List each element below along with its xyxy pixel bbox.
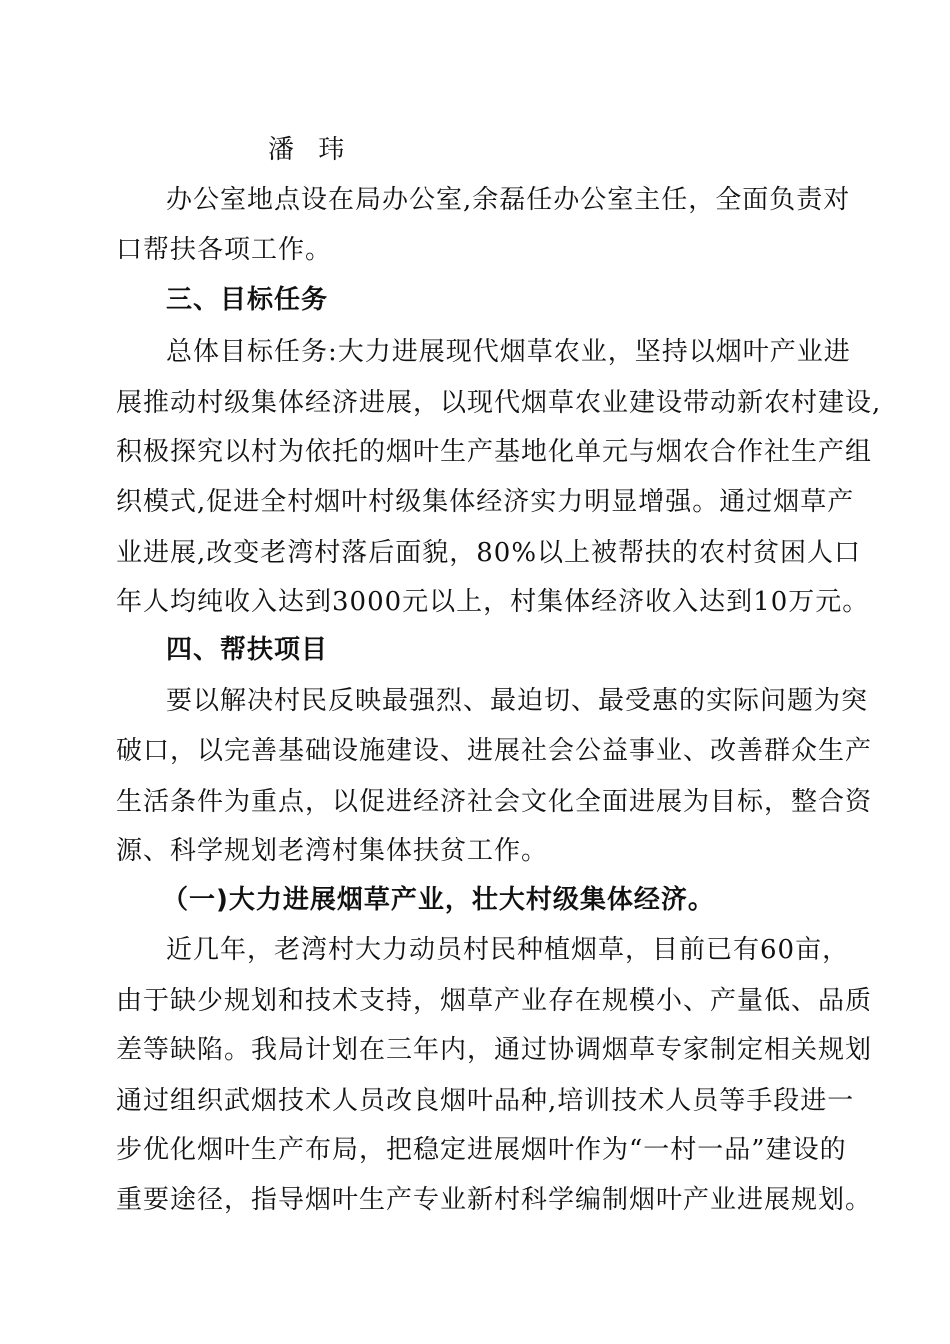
- paragraph-line: 总体目标任务:大力进展现代烟草农业，坚持以烟叶产业进: [166, 337, 851, 367]
- paragraph-line: 年人均纯收入达到3000元以上，村集体经济收入达到10万元。: [116, 587, 870, 617]
- paragraph-line: 近几年，老湾村大力动员村民种植烟草，目前已有60亩，: [166, 935, 850, 965]
- paragraph-line: 源、科学规划老湾村集体扶贫工作。: [116, 836, 549, 866]
- paragraph-line: 重要途径，指导烟叶生产专业新村科学编制烟叶产业进展规划。: [116, 1185, 873, 1215]
- paragraph-line: 由于缺少规划和技术支持，烟草产业存在规模小、产量低、品质: [116, 986, 873, 1016]
- paragraph-line: 要以解决村民反映最强烈、最迫切、最受惠的实际问题为突: [166, 686, 869, 716]
- paragraph-line: 生活条件为重点，以促进经济社会文化全面进展为目标，整合资: [116, 787, 873, 817]
- paragraph-line: 口帮扶各项工作。: [116, 235, 333, 265]
- paragraph-line: 办公室地点设在局办公室,余磊任办公室主任，全面负责对: [166, 185, 851, 215]
- paragraph-line: 业进展,改变老湾村落后面貌，80%以上被帮扶的农村贫困人口: [116, 538, 862, 568]
- name-line: 潘 玮: [268, 135, 353, 165]
- paragraph-line: 织模式,促进全村烟叶村级集体经济实力明显增强。通过烟草产: [116, 487, 855, 517]
- subsection-heading-tobacco: （一)大力进展烟草产业，壮大村级集体经济。: [162, 885, 715, 915]
- paragraph-line: 积极探究以村为依托的烟叶生产基地化单元与烟农合作社生产组: [116, 437, 873, 467]
- paragraph-line: 展推动村级集体经济进展，以现代烟草农业建设带动新农村建设,: [116, 388, 882, 418]
- section-heading-goals: 三、目标任务: [166, 285, 329, 315]
- section-heading-projects: 四、帮扶项目: [166, 635, 329, 665]
- paragraph-line: 通过组织武烟技术人员改良烟叶品种,培训技术人员等手段进一: [116, 1086, 855, 1116]
- paragraph-line: 步优化烟叶生产布局，把稳定进展烟叶作为“一村一品”建设的: [116, 1135, 847, 1165]
- paragraph-line: 差等缺陷。我局计划在三年内，通过协调烟草专家制定相关规划: [116, 1035, 873, 1065]
- paragraph-line: 破口，以完善基础设施建设、进展社会公益事业、改善群众生产: [116, 736, 873, 766]
